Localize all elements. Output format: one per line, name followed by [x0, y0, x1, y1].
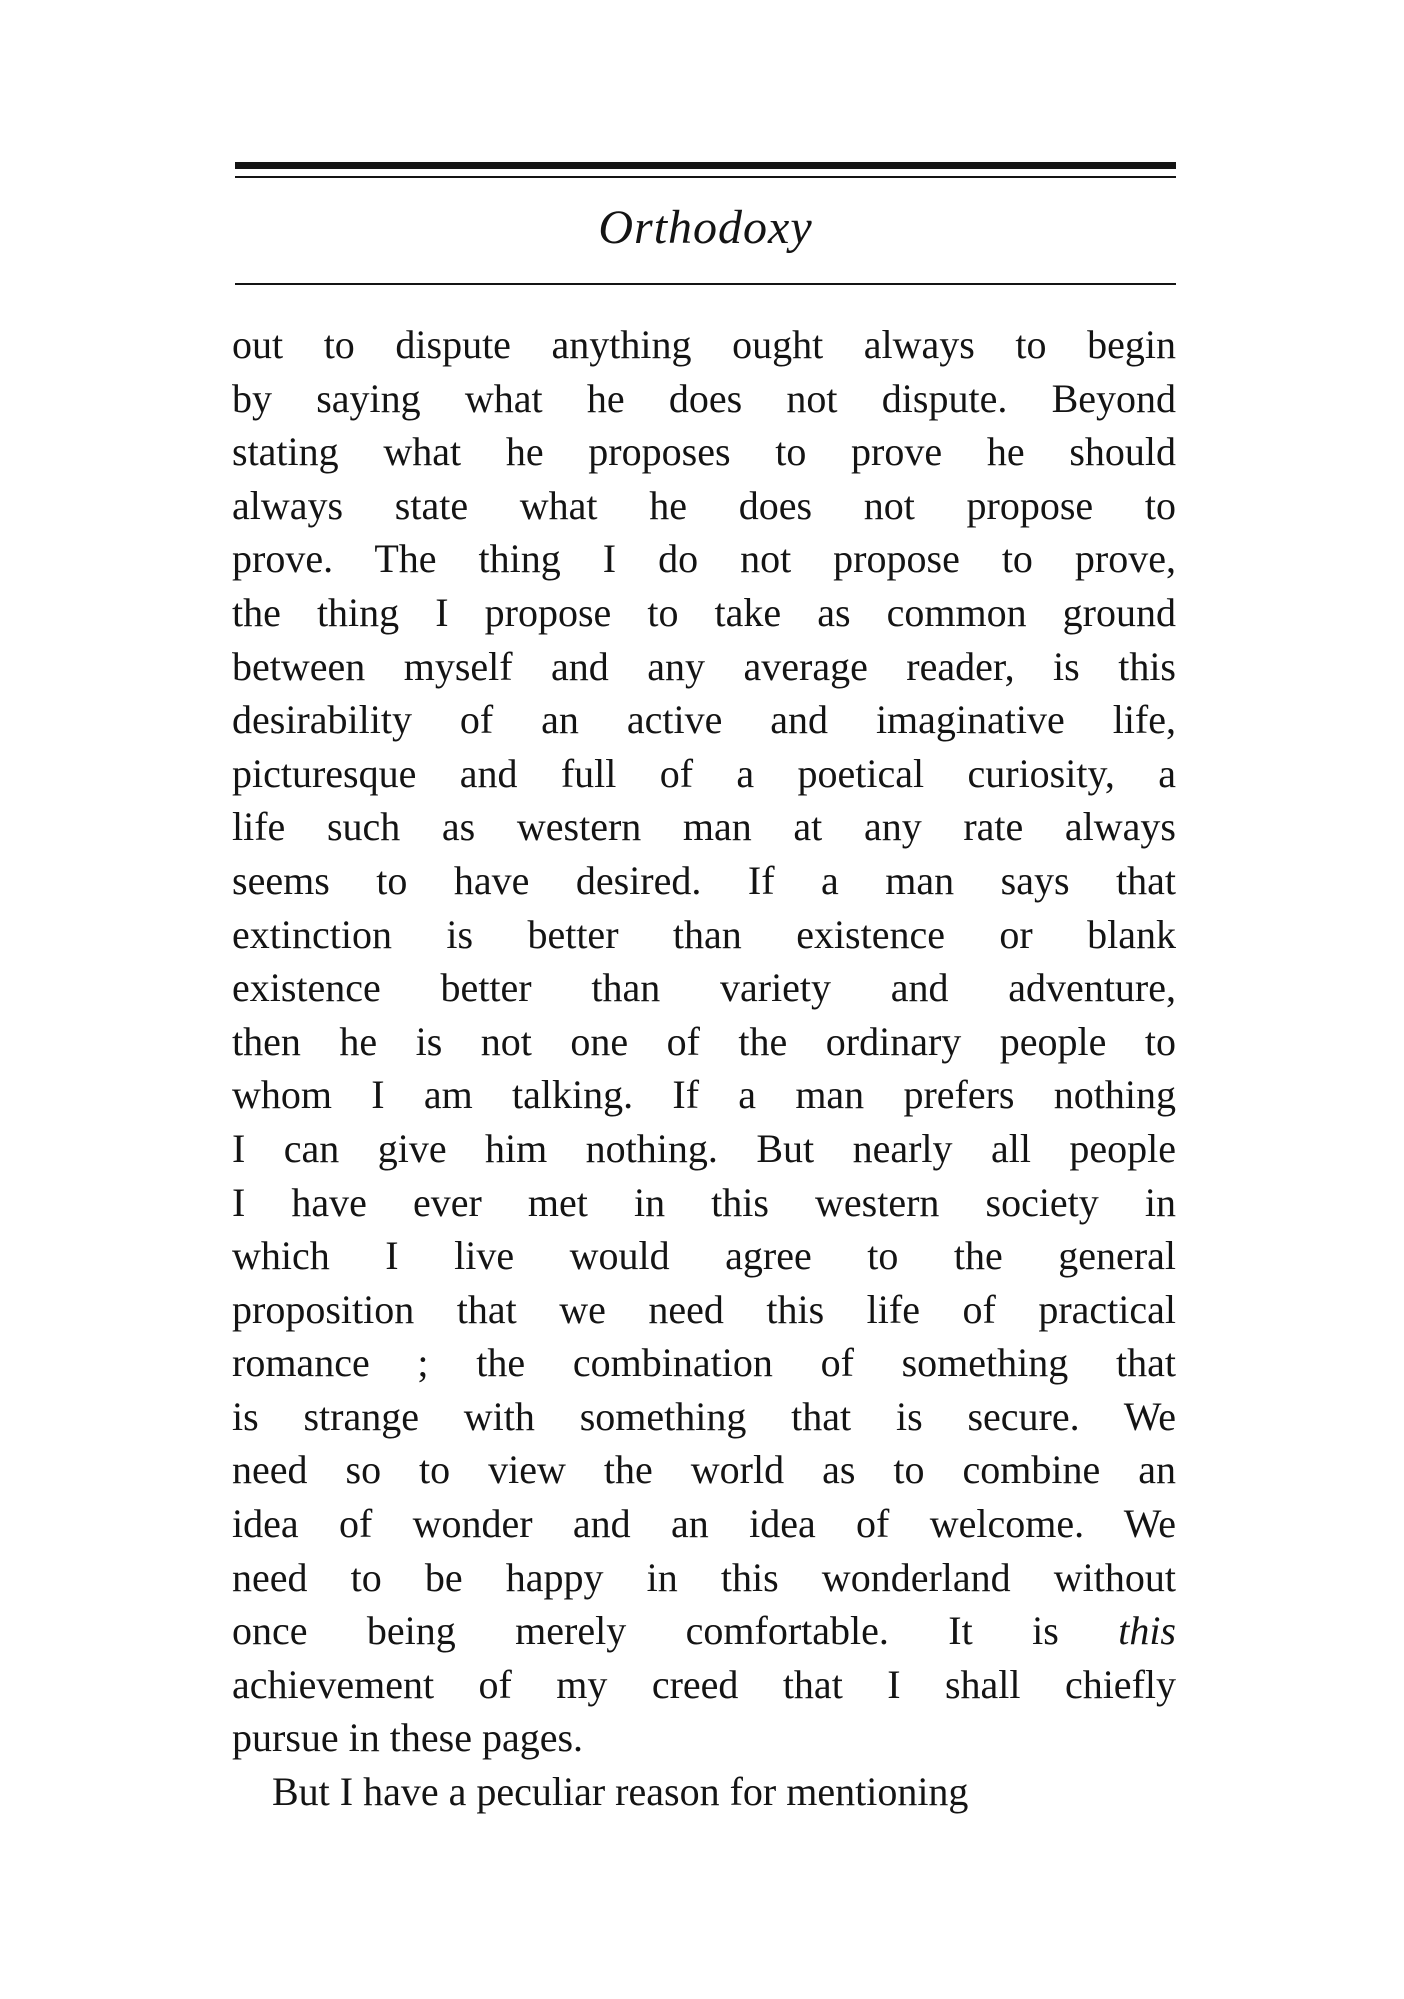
- text-line: picturesque and full of a poetical curiosity, a: [232, 750, 1176, 796]
- text-segment: once being merely comfortable. It is: [232, 1608, 1059, 1654]
- text-line: desirability of an active and imaginative life,: [232, 697, 1176, 743]
- text-line: the thing I propose to take as common ground: [232, 589, 1176, 635]
- header-rule-thin: [235, 176, 1176, 178]
- text-line: idea of wonder and an idea of welcome. We: [232, 1501, 1176, 1547]
- text-line: life such as western man at any rate always: [232, 804, 1176, 850]
- text-line: extinction is better than existence or blank: [232, 911, 1176, 957]
- text-line: whom I am talking. If a man prefers nothing: [232, 1072, 1176, 1118]
- text-line: prove. The thing I do not propose to prove,: [232, 536, 1176, 582]
- text-line: I have ever met in this western society in: [232, 1179, 1176, 1225]
- text-line: seems to have desired. If a man says that: [232, 857, 1176, 903]
- text-line-with-italic: [232, 1604, 1176, 1658]
- text-line: pursue in these pages.: [232, 1715, 584, 1761]
- text-line: achievement of my creed that I shall chiefly: [232, 1661, 1176, 1707]
- body-text: [232, 318, 1176, 1819]
- italic-word: this: [1118, 1608, 1176, 1654]
- header-rule-bottom: [235, 283, 1176, 285]
- text-line: I can give him nothing. But nearly all people: [232, 1125, 1176, 1171]
- text-line: is strange with something that is secure. We: [232, 1393, 1176, 1439]
- text-line: But I have a peculiar reason for mentioning: [272, 1769, 969, 1815]
- text-line: then he is not one of the ordinary people to: [232, 1018, 1176, 1064]
- header-rule-thick: [235, 162, 1176, 169]
- text-line: between myself and any average reader, is this: [232, 643, 1176, 689]
- text-line: need so to view the world as to combine an: [232, 1447, 1176, 1493]
- text-line: always state what he does not propose to: [232, 482, 1176, 528]
- text-line: out to dispute anything ought always to begin: [232, 322, 1176, 367]
- text-line: by saying what he does not dispute. Beyond: [232, 375, 1176, 421]
- text-line: proposition that we need this life of practical: [232, 1286, 1176, 1332]
- text-line: stating what he proposes to prove he should: [232, 429, 1176, 475]
- text-line: need to be happy in this wonderland without: [232, 1554, 1176, 1600]
- text-line: romance ; the combination of something that: [232, 1340, 1176, 1386]
- text-line: existence better than variety and adventure,: [232, 965, 1176, 1011]
- text-line: which I live would agree to the general: [232, 1233, 1176, 1279]
- running-title: Orthodoxy: [598, 201, 813, 254]
